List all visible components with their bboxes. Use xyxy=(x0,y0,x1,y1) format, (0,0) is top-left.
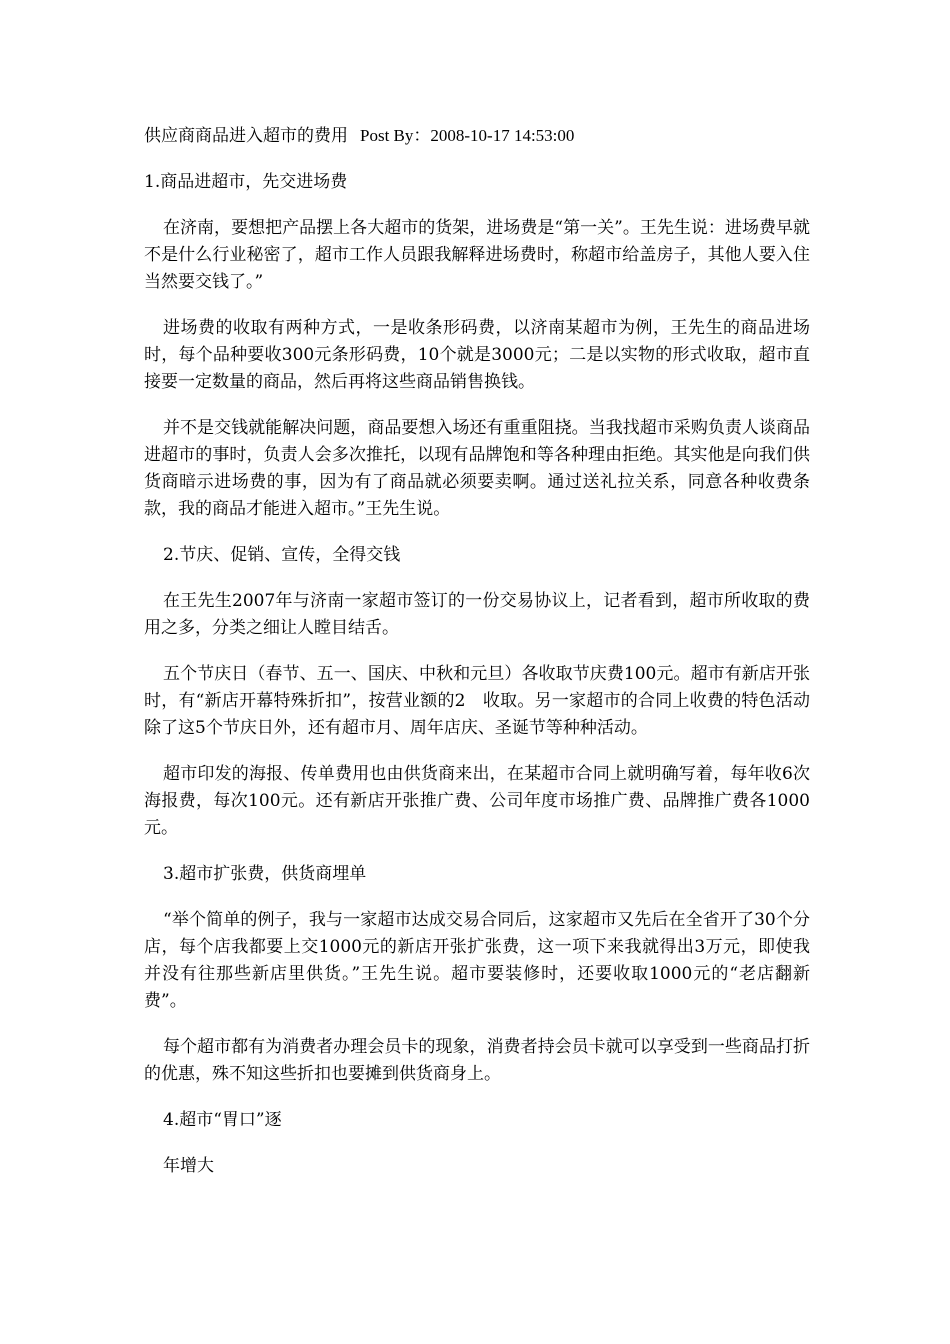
body-paragraph: 超市印发的海报、传单费用也由供货商来出，在某超市合同上就明确写着，每年收6次海报费，每次100元。还有新店开张推广费、公司年度市场推广费、品牌推广费各1000元。 xyxy=(144,764,810,838)
section-heading: 3.超市扩张费，供货商埋单 xyxy=(163,864,367,884)
section-heading: 2.节庆、促销、宣传，全得交钱 xyxy=(163,545,401,565)
body-paragraph: 进场费的收取有两种方式，一是收条形码费，以济南某超市为例，王先生的商品进场时，每个品种要收300元条形码费，10个就是3000元；二是以实物的形式收取，超市直接要一定数量的商品，然后再将这些商品销售换钱。 xyxy=(144,318,810,392)
document-page xyxy=(144,122,810,1199)
section-heading: 4.超市“胃口”逐 xyxy=(163,1110,282,1130)
body-paragraph: 每个超市都有为消费者办理会员卡的现象，消费者持会员卡就可以享受到一些商品打折的优惠，殊不知这些折扣也要摊到供货商身上。 xyxy=(144,1037,810,1084)
section-heading: 1.商品进超市，先交进场费 xyxy=(144,172,348,192)
post-meta: Post By：2008-10-17 14:53:00 xyxy=(360,126,575,145)
document-title: 供应商商品进入超市的费用 xyxy=(144,126,348,146)
body-paragraph: 在济南，要想把产品摆上各大超市的货架，进场费是“第一关”。王先生说：进场费早就不是什么行业秘密了，超市工作人员跟我解释进场费时，称超市给盖房子，其他人要入住当然要交钱了。” xyxy=(144,218,810,292)
body-paragraph: 在王先生2007年与济南一家超市签订的一份交易协议上，记者看到，超市所收取的费用之多，分类之细让人瞠目结舌。 xyxy=(144,591,810,638)
body-paragraph: 并不是交钱就能解决问题，商品要想入场还有重重阻挠。当我找超市采购负责人谈商品进超市的事时，负责人会多次推托，以现有品牌饱和等各种理由拒绝。其实他是向我们供货商暗示进场费的事，因为有了商品就必须要卖啊。通过送礼拉关系，同意各种收费条款，我的商品才能进入超市。”王先生说。 xyxy=(144,418,810,519)
body-paragraph: “举个简单的例子，我与一家超市达成交易合同后，这家超市又先后在全省开了30个分店，每个店我都要上交1000元的新店开张扩张费，这一项下来我就得出3万元，即使我并没有往那些新店里供货。”王先生说。超市要装修时，还要收取1000元的“老店翻新费”。 xyxy=(144,910,810,1011)
body-paragraph: 五个节庆日（春节、五一、国庆、中秋和元旦）各收取节庆费100元。超市有新店开张时，有“新店开幕特殊折扣”，按营业额的2 收取。另一家超市的合同上收费的特色活动除了这5个节庆日外，还有超市月、周年店庆、圣诞节等种种活动。 xyxy=(144,664,810,738)
section-heading-continued: 年增大 xyxy=(163,1156,214,1176)
document-title-line xyxy=(144,122,810,150)
